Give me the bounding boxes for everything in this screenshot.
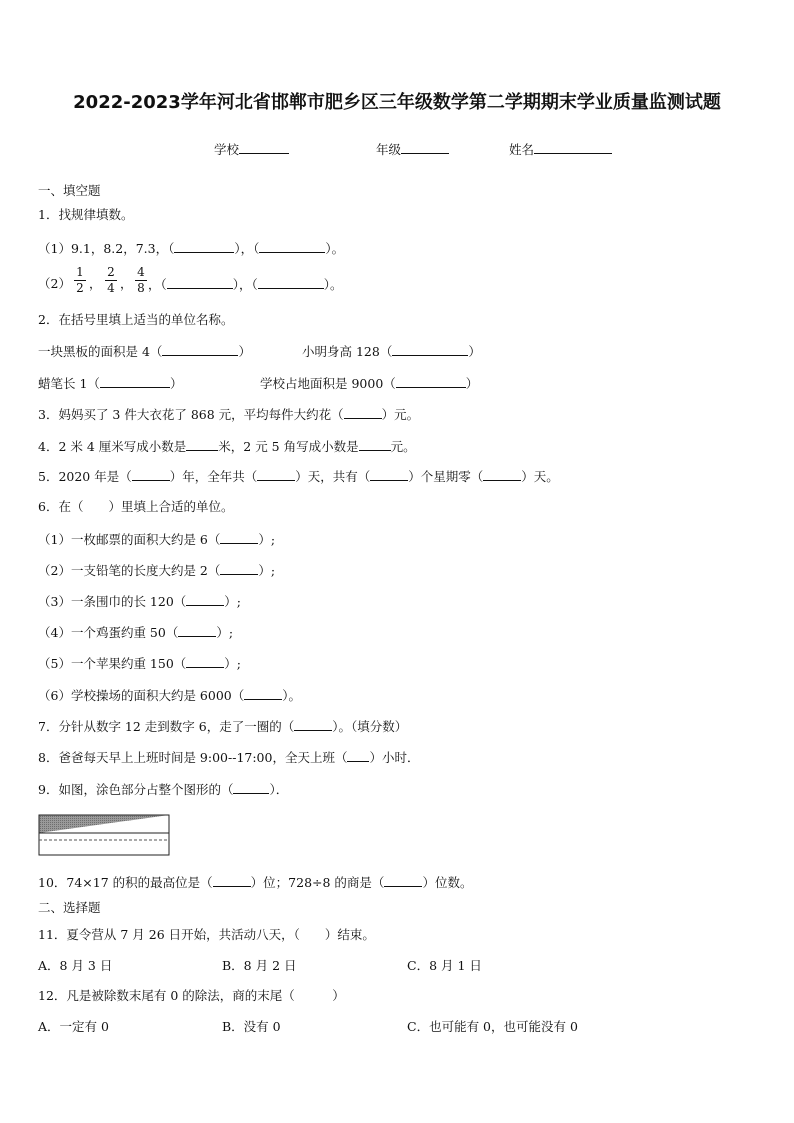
q1-sub2-mid: ，（ xyxy=(148,277,167,292)
fraction-2-4 xyxy=(105,266,117,295)
q2-b-blank[interactable] xyxy=(392,343,468,356)
grade-label: 年级 xyxy=(376,142,402,157)
q2-c-blank[interactable] xyxy=(100,375,170,388)
q6-item-6 xyxy=(38,687,301,704)
section-fill-blank-heading: 一、填空题 xyxy=(38,183,101,198)
q6-item-end: ）; xyxy=(258,563,276,578)
q2-c-text: 蜡笔长 1（ xyxy=(38,376,100,391)
q2-d-blank[interactable] xyxy=(396,375,466,388)
q1-sub2-prefix: （2） xyxy=(38,276,71,291)
q2-a-text: 一块黑板的面积是 4（ xyxy=(38,344,163,359)
fraction-1-2 xyxy=(74,266,86,295)
q1-sub1 xyxy=(38,240,344,257)
q1-sub1-text: （1）9.1，8.2，7.3，（ xyxy=(38,241,175,256)
q6-item-3 xyxy=(38,593,241,610)
page-title: 2022-2023学年河北省邯郸市肥乡区三年级数学第二学期期末学业质量监测试题 xyxy=(73,92,721,113)
q6-item-text: （6）学校操场的面积大约是 6000（ xyxy=(38,688,245,703)
q2-a xyxy=(38,343,251,360)
q11-option-c[interactable]: C．8 月 1 日 xyxy=(407,958,482,973)
q1-sub2-end: ）。 xyxy=(323,277,343,292)
q1-sub1-end: ）。 xyxy=(325,241,345,256)
q6-item-end: ）; xyxy=(258,532,276,547)
q5-text-e: ）天。 xyxy=(521,469,559,484)
q5-text-a: 5．2020 年是（ xyxy=(38,469,132,484)
school-label: 学校 xyxy=(214,142,240,157)
q4-text-a: 4．2 米 4 厘米写成小数是 xyxy=(38,439,187,454)
q6-stem: 6．在（ ）里填上合适的单位。 xyxy=(38,499,234,514)
q5-text-b: ）年，全年共（ xyxy=(169,469,258,484)
q6-blank[interactable] xyxy=(220,531,258,544)
q10 xyxy=(38,874,472,891)
q6-item-2 xyxy=(38,562,275,579)
q4 xyxy=(38,438,416,455)
shaded-region xyxy=(39,815,169,833)
q3-text: 3．妈妈买了 3 件大衣花了 868 元，平均每件大约花（ xyxy=(38,407,344,422)
q10-text-a: 10．74×17 的积的最高位是（ xyxy=(38,875,213,890)
q2-a-blank[interactable] xyxy=(162,343,238,356)
frac-num: 2 xyxy=(107,265,115,279)
q10-blank-2[interactable] xyxy=(384,874,422,887)
q2-c-end: ） xyxy=(169,376,183,391)
q7-text: 7．分针从数字 12 走到数字 6，走了一圈的（ xyxy=(38,719,295,734)
frac-num: 1 xyxy=(76,265,84,279)
q1-sub2-blank-1[interactable] xyxy=(167,276,233,289)
frac-num: 4 xyxy=(137,265,145,279)
q5 xyxy=(38,468,559,485)
q6-item-1 xyxy=(38,531,275,548)
q3 xyxy=(38,406,419,423)
q6-item-end: ）; xyxy=(216,625,234,640)
q5-blank-4[interactable] xyxy=(483,468,521,481)
q11-option-a[interactable]: A．8 月 3 日 xyxy=(38,958,113,973)
q5-text-d: ）个星期零（ xyxy=(408,469,484,484)
q6-item-4 xyxy=(38,624,233,641)
q6-item-end: ）。 xyxy=(282,688,302,703)
frac-den: 2 xyxy=(76,281,84,295)
q1-sub1-mid: ），（ xyxy=(234,241,260,256)
q9 xyxy=(38,781,288,798)
frac-den: 4 xyxy=(107,281,115,295)
q12-option-a[interactable]: A．一定有 0 xyxy=(38,1019,109,1034)
q9-end: ）． xyxy=(269,782,289,797)
q12-option-b[interactable]: B．没有 0 xyxy=(222,1019,281,1034)
q4-blank-2[interactable] xyxy=(359,438,391,451)
q9-text: 9．如图，涂色部分占整个图形的（ xyxy=(38,782,234,797)
comma: ， xyxy=(120,276,133,291)
q8-end: ）小时． xyxy=(369,750,420,765)
q2-stem: 2．在括号里填上适当的单位名称。 xyxy=(38,312,234,327)
q2-a-end: ） xyxy=(238,344,251,359)
q1-sub2-rest xyxy=(148,276,343,293)
q4-text-b: 米，2 元 5 角写成小数是 xyxy=(218,439,359,454)
q10-text-c: ）位数。 xyxy=(422,875,473,890)
q4-blank-1[interactable] xyxy=(186,438,218,451)
q1-sub1-blank-1[interactable] xyxy=(174,240,234,253)
name-field[interactable] xyxy=(509,141,612,158)
q7 xyxy=(38,718,407,735)
q10-blank-1[interactable] xyxy=(213,874,251,887)
q9-blank[interactable] xyxy=(233,781,269,794)
q6-item-end: ）; xyxy=(224,594,242,609)
q5-blank-2[interactable] xyxy=(257,468,295,481)
grade-field[interactable] xyxy=(376,141,449,158)
q6-item-end: ）; xyxy=(224,656,242,671)
q2-b-end: ） xyxy=(468,344,481,359)
q6-item-text: （4）一个鸡蛋约重 50（ xyxy=(38,625,179,640)
q3-blank[interactable] xyxy=(344,406,382,419)
q6-item-text: （3）一条围巾的长 120（ xyxy=(38,594,187,609)
q6-blank[interactable] xyxy=(186,593,224,606)
q10-text-b: ）位；728÷8 的商是（ xyxy=(250,875,385,890)
q6-blank[interactable] xyxy=(186,655,224,668)
q6-blank[interactable] xyxy=(244,687,282,700)
section-choice-heading: 二、选择题 xyxy=(38,900,101,915)
q11-option-b[interactable]: B．8 月 2 日 xyxy=(222,958,297,973)
q6-item-text: （1）一枚邮票的面积大约是 6（ xyxy=(38,532,221,547)
q5-blank-3[interactable] xyxy=(370,468,408,481)
school-blank[interactable] xyxy=(239,141,289,154)
q12-stem: 12．凡是被除数末尾有 0 的除法，商的末尾（ ） xyxy=(38,988,345,1003)
q1-sub1-blank-2[interactable] xyxy=(259,240,325,253)
q12-option-c[interactable]: C．也可能有 0，也可能没有 0 xyxy=(407,1019,578,1034)
q2-d xyxy=(260,375,478,392)
name-label: 姓名 xyxy=(509,142,535,157)
q8-text: 8．爸爸每天早上上班时间是 9:00--17:00，全天上班（ xyxy=(38,750,348,765)
name-blank[interactable] xyxy=(534,141,612,154)
grade-blank[interactable] xyxy=(401,141,449,154)
q4-text-c: 元。 xyxy=(390,439,416,454)
q1-sub2-blank-2[interactable] xyxy=(258,276,324,289)
q5-blank-1[interactable] xyxy=(132,468,170,481)
q7-end: ）。（填分数） xyxy=(332,719,408,734)
q2-b xyxy=(302,343,481,360)
q6-item-5 xyxy=(38,655,241,672)
shaded-rectangle-figure xyxy=(38,814,172,858)
q2-c xyxy=(38,375,182,392)
q6-blank[interactable] xyxy=(220,562,258,575)
frac-den: 8 xyxy=(137,281,145,295)
q6-item-text: （2）一支铅笔的长度大约是 2（ xyxy=(38,563,221,578)
q3-end: ）元。 xyxy=(381,407,420,422)
q2-b-text: 小明身高 128（ xyxy=(302,344,393,359)
q6-blank[interactable] xyxy=(178,624,216,637)
q6-item-text: （5）一个苹果约重 150（ xyxy=(38,656,187,671)
q8-blank[interactable] xyxy=(347,749,369,762)
q1-sub2-mid2: ），（ xyxy=(232,277,258,292)
q8 xyxy=(38,749,419,766)
q1-stem: 1．找规律填数。 xyxy=(38,207,134,222)
school-field[interactable] xyxy=(214,141,289,158)
comma: ， xyxy=(89,276,102,291)
q2-d-text: 学校占地面积是 9000（ xyxy=(260,376,396,391)
q2-d-end: ） xyxy=(465,376,479,391)
q11-stem: 11．夏令营从 7 月 26 日开始，共活动八天，（ ）结束。 xyxy=(38,927,375,942)
fraction-4-8 xyxy=(135,266,147,295)
q5-text-c: ）天，共有（ xyxy=(295,469,371,484)
q7-blank[interactable] xyxy=(294,718,332,731)
